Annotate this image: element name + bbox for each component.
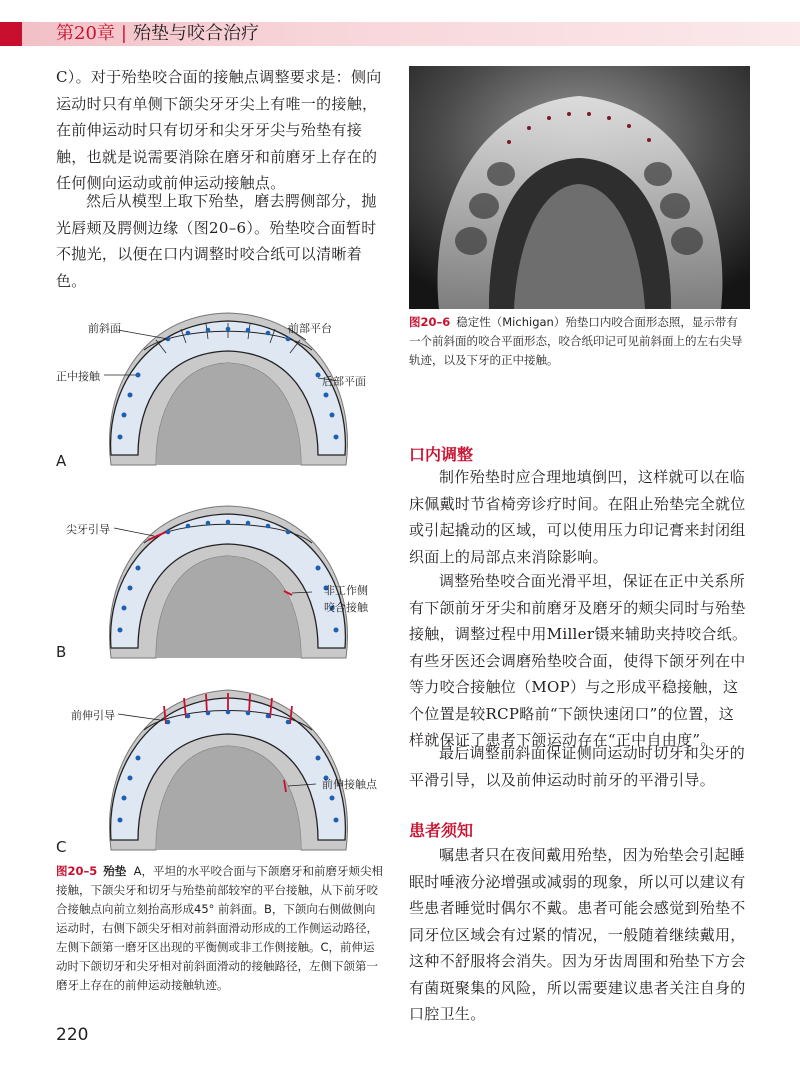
- figure-20-6-number: 图20–6: [409, 315, 451, 329]
- figure-20-6-caption: [409, 313, 749, 370]
- label-protrusive-guide: 前伸引导: [71, 709, 115, 722]
- panel-letter-b: B: [56, 643, 67, 661]
- diagram-a: [56, 295, 386, 470]
- chapter-title: 殆垫与咬合治疗: [132, 23, 259, 44]
- label-rear-plane: 后部平面: [322, 375, 366, 388]
- left-paragraph-2: 然后从模型上取下殆垫，磨去腭侧部分，抛光唇颊及腭侧边缘（图20–6）。殆垫咬合面暂时不抛光，以便在口内调整时咬合纸可以清晰着色。: [56, 192, 377, 290]
- diagram-b: [56, 488, 386, 663]
- label-centric-contact: 正中接触: [56, 370, 100, 383]
- label-canine-guide: 尖牙引导: [66, 523, 110, 536]
- label-front-slope: 前斜面: [88, 322, 121, 335]
- section-heading-patient: 患者须知: [409, 821, 474, 840]
- intraoral-paragraph-1: 制作殆垫时应合理地填倒凹，这样就可以在临床佩戴时节省椅旁诊疗时间。在阻止殆垫完全就位或引起撬动的区域，可以使用压力印记膏来封闭组织面上的局部点来消除影响。: [409, 468, 746, 566]
- header-accent-block: [0, 22, 22, 46]
- label-front-platform: 前部平台: [288, 322, 332, 335]
- label-protrusive-contact: 前伸接触点: [322, 778, 377, 791]
- intraoral-paragraph-2: 调整殆垫咬合面光滑平坦，保证在正中关系所有下颌前牙牙尖和前磨牙及磨牙的颊尖同时与殆垫接触，调整过程中用Miller镊来辅助夹持咬合纸。有些牙医还会调磨殆垫咬合面，使得下颌牙列在中等力咬合接触位（MOP）与之形成平稳接触，这个位置是较RCP略前“下颌快速闭口”的位置，这样就保证了患者下颌运动存在“正中自由度”。: [409, 572, 748, 749]
- diagram-c: [56, 678, 386, 858]
- section-heading-intraoral: 口内调整: [409, 445, 474, 464]
- splint-intraoral-photo: [409, 66, 750, 309]
- left-paragraph-1: C）。对于殆垫咬合面的接触点调整要求是：侧向运动时只有单侧下颌尖牙牙尖上有唯一的接触，在前伸运动时只有切牙和尖牙牙尖与殆垫有接触，也就是说需要消除在磨牙和前磨牙上存在的任何侧向运动或前伸运动接触点。: [56, 68, 382, 192]
- intraoral-paragraph-3: 最后调整前斜面保证侧向运动时切牙和尖牙的平滑引导，以及前伸运动时前牙的平滑引导。: [409, 744, 746, 789]
- page-number: 220: [56, 1025, 89, 1045]
- figure-20-6-text: 稳定性（Michigan）殆垫口内咬合面形态照，显示带有一个前斜面的咬合平面形态，咬合纸印记可见前斜面上的左右尖导轨迹，以及下牙的正中接触。: [409, 315, 743, 367]
- chapter-header: [56, 24, 259, 44]
- figure-20-5-caption: [56, 862, 386, 995]
- patient-paragraph-1: 嘱患者只在夜间戴用殆垫，因为殆垫会引起睡眠时唾液分泌增强或减弱的现象，所以可以建议有些患者睡觉时偶尔不戴。患者可能会感觉到殆垫不同牙位区域会有过紧的情况，一般随着继续戴用，这种不舒服将会消失。因为牙齿周围和殆垫下方会有菌斑聚集的风险，所以需要建议患者关注自身的口腔卫生。: [409, 846, 746, 1023]
- panel-letter-c: C: [56, 838, 67, 856]
- chapter-number: 第20章: [56, 23, 115, 44]
- figure-20-5-text: A，平坦的水平咬合面与下颌磨牙和前磨牙颊尖相接触，下颌尖牙和切牙与殆垫前部较窄的平台接触，从下前牙咬合接触点向前立刻抬高形成45° 前斜面。B，下颌向右侧做侧向运动时，右侧下颌尖牙相对前斜面滑动形成的工作侧运动路径，左侧下颌第一磨牙区出现的平衡侧或非工作侧接触。C，前伸运动时下颌切牙和尖牙相对前斜面滑动的接触路径，左侧下颌第一磨牙上存在的前伸运动接触轨迹。: [56, 864, 383, 992]
- chapter-separator: |: [120, 23, 127, 44]
- label-nonworking-contact: 非工作侧咬合接触: [324, 584, 368, 614]
- figure-20-5-number: 图20–5: [56, 864, 98, 878]
- panel-letter-a: A: [56, 452, 67, 470]
- figure-20-5-term: 殆垫: [103, 864, 127, 878]
